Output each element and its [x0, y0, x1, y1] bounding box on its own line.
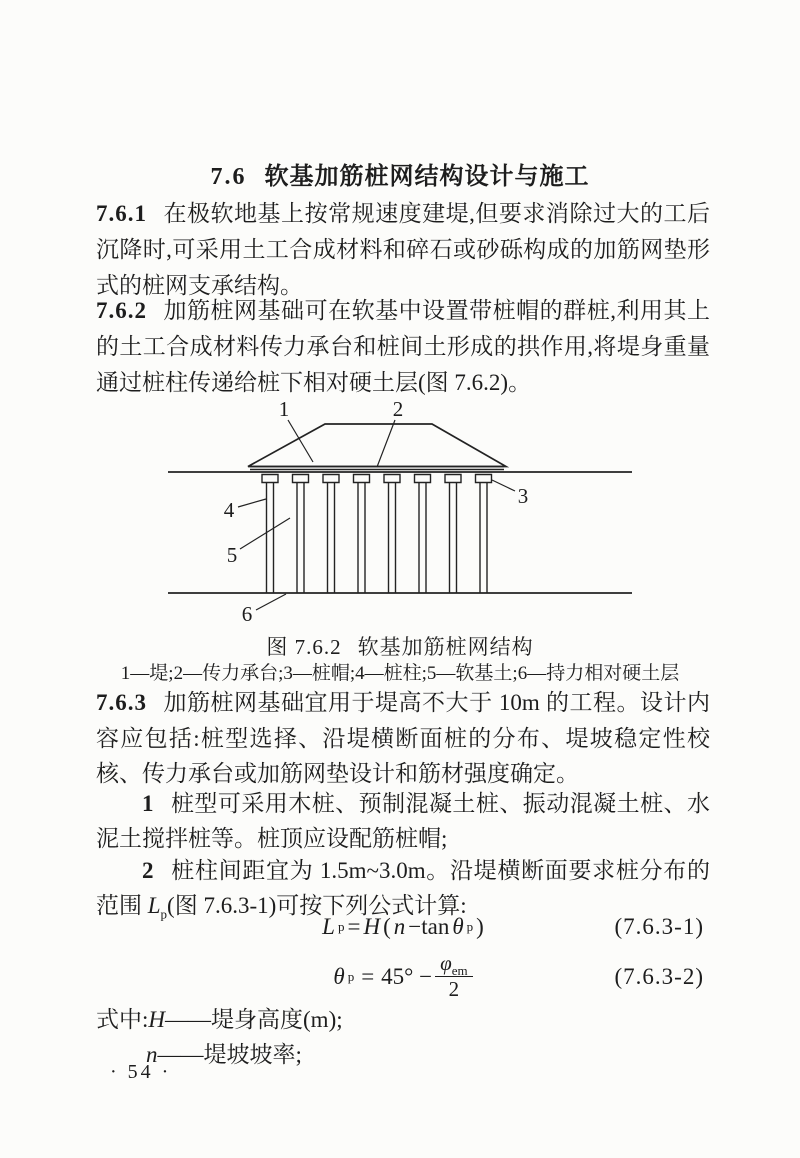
where-clause-n: [146, 1037, 760, 1073]
formula-7-6-3-1: [96, 910, 710, 944]
where-prefix: 式中:: [96, 1007, 149, 1032]
f2-phi-sub: em: [451, 963, 468, 979]
where-n-var: n: [146, 1042, 158, 1067]
f1-open-paren: (: [383, 914, 391, 939]
paragraph-7-6-2: [96, 293, 710, 401]
label-4-pile-column: 4: [223, 498, 235, 522]
item-1-number: 1: [142, 791, 155, 816]
clause-text-7-6-3: 加筋桩网基础宜用于堤高不大于 10m 的工程。设计内容应包括:桩型选择、沿堤横断面桩的分布、堤坡稳定性校核、传力承台或加筋网垫设计和筋材强度确定。: [96, 690, 710, 786]
f1-L: L: [322, 914, 335, 939]
formula-7-6-3-2: [96, 948, 710, 1006]
clause-number-7-6-3: 7.6.3: [96, 690, 147, 715]
formula-1-expression: L p = H ( n −tan θ p ): [322, 914, 484, 939]
item-2-text-b: (图 7.6.3-1)可按下列公式计算:: [167, 892, 467, 918]
f1-H: H: [363, 914, 381, 939]
pile-shafts: [267, 483, 488, 594]
formula-2-number: (7.6.3-2): [614, 964, 704, 989]
pile-net-structure-diagram: [0, 398, 800, 636]
clause-text-7-6-2: 加筋桩网基础可在软基中设置带桩帽的群桩,利用其上的土工合成材料传力承台和桩间土形成的拱作用,将堤身重量通过桩柱传递给桩下相对硬土层(图 7.6.2)。: [96, 298, 710, 395]
f2-phi: φ: [440, 951, 452, 976]
figure-7-6-2: [0, 398, 800, 636]
label-2-platform: 2: [392, 398, 404, 421]
pile-caps: [262, 475, 492, 483]
figure-caption-number: 图 7.6.2: [266, 635, 342, 659]
page-number: · 54 ·: [110, 1061, 172, 1083]
where-clause-H: [96, 1002, 710, 1038]
figure-legend: 1—堤;2—传力承台;3—桩帽;4—桩柱;5—软基土;6—持力相对硬土层: [120, 663, 680, 684]
section-title: 软基加筋桩网结构设计与施工: [264, 164, 590, 190]
figure-caption: [0, 631, 800, 661]
clause-number-7-6-2: 7.6.2: [96, 298, 147, 323]
f2-denominator: 2: [448, 977, 460, 1002]
f1-theta: θ: [452, 914, 464, 939]
paragraph-7-6-1: [96, 196, 710, 304]
embankment-outline: [248, 424, 506, 467]
variable-Lp-subscript: p: [160, 906, 168, 922]
clause-number-7-6-1: 7.6.1: [96, 201, 147, 226]
item-2-text-a: 桩柱间距宜为 1.5m~3.0m。沿堤横断面要求桩分布的范围: [96, 858, 710, 918]
f2-fraction: [435, 951, 473, 1002]
f1-n: n: [393, 914, 406, 939]
f2-theta: θ: [333, 964, 345, 989]
figure-caption-title: 软基加筋桩网结构: [357, 635, 534, 659]
f1-close-paren: ): [476, 914, 484, 939]
where-H-desc: ——堤身高度(m);: [165, 1007, 343, 1032]
section-number: 7.6: [210, 164, 247, 190]
item-2-number: 2: [142, 858, 155, 883]
formula-1-number: (7.6.3-1): [614, 914, 704, 939]
list-item-1: [96, 786, 710, 856]
formula-2-expression: θ p = 45° − $\frac{\varphi_{em}}{2}$: [96, 948, 710, 1006]
f1-equals: =: [347, 914, 361, 939]
label-6-hard-layer: 6: [241, 602, 253, 626]
item-1-text: 桩型可采用木桩、预制混凝土桩、振动混凝土桩、水泥土搅拌桩等。桩顶应设配筋桩帽;: [96, 791, 710, 851]
where-n-desc: ——堤坡坡率;: [157, 1042, 302, 1067]
clause-text-7-6-1: 在极软地基上按常规速度建堤,但要求消除过大的工后沉降时,可采用土工合成材料和碎石或砂砾构成的加筋网垫形式的桩网支承结构。: [96, 201, 710, 298]
label-5-soft-soil: 5: [226, 543, 238, 567]
f2-45deg-minus: 45° −: [381, 964, 433, 989]
label-3-pile-cap: 3: [517, 484, 529, 508]
section-heading: [0, 156, 800, 191]
variable-Lp: L: [147, 892, 161, 918]
label-1-embankment: 1: [278, 398, 290, 421]
paragraph-7-6-3: [96, 685, 710, 792]
f2-equals: =: [361, 964, 375, 989]
where-H-var: H: [148, 1007, 166, 1032]
f1-minus-tan: −tan: [408, 914, 450, 939]
